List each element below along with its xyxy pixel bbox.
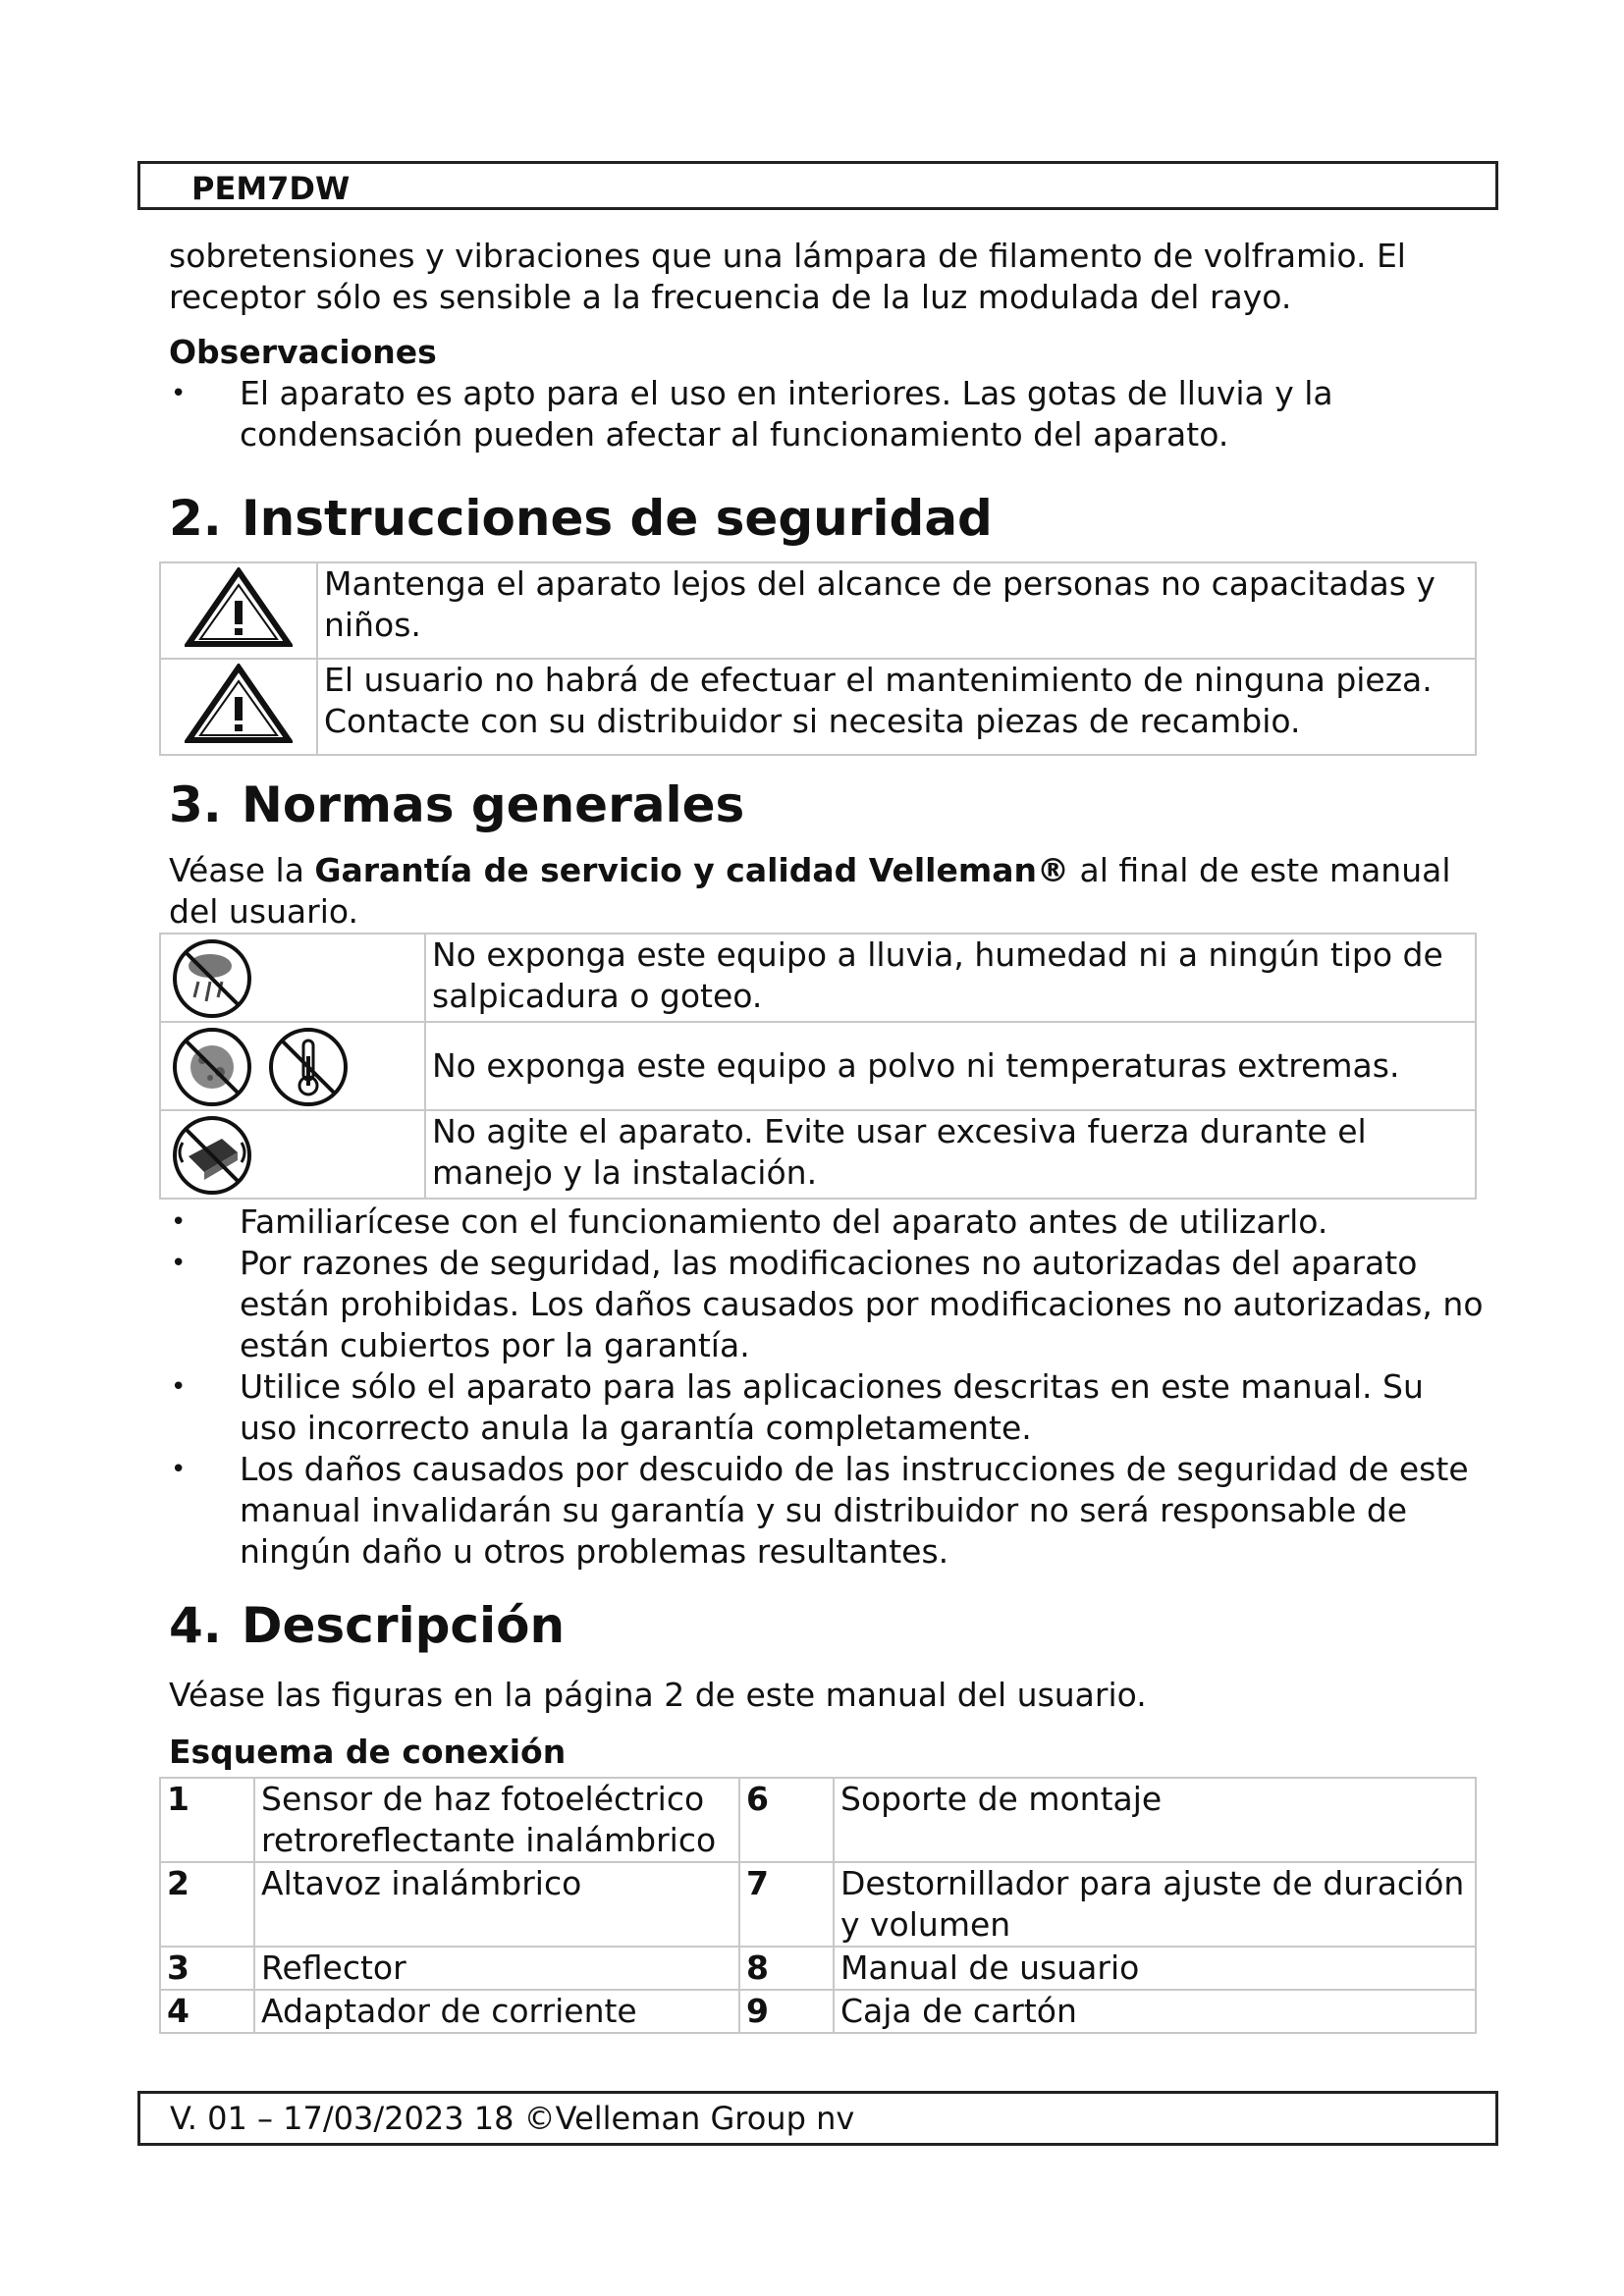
no-dust-icon xyxy=(167,1025,257,1109)
intro-paragraph: sobretensiones y vibraciones que una lámpara de filamento de volframio. El receptor sólo es sensible a la frecuencia de la luz modulada del rayo. xyxy=(169,237,1406,316)
section-heading-3: 3. Normas generales xyxy=(169,776,745,833)
no-rain-icon xyxy=(167,936,257,1021)
table-row: 1 Sensor de haz fotoeléctrico retroreflectante inalámbrico 6 Soporte de montaje xyxy=(160,1778,1476,1862)
general-rules-table xyxy=(159,933,1477,1200)
section-heading-4: 4. Descripción xyxy=(169,1597,566,1654)
section4-intro xyxy=(169,1675,1485,1773)
rules-list xyxy=(169,1201,1485,1573)
list-item: • Por razones de seguridad, las modificaciones no autorizadas del aparato están prohibidas. Los daños causados por modificaciones no autorizadas, no están cubiertos por la garantía. xyxy=(171,1244,1484,1364)
table-row xyxy=(160,934,1476,1022)
no-shaking-icon xyxy=(167,1113,257,1198)
table-row: 3 Reflector 8 Manual de usuario xyxy=(160,1947,1476,1990)
list-item: • El aparato es apto para el uso en interiores. Las gotas de lluvia y la condensación pueden afectar al funcionamiento del aparato. xyxy=(171,374,1333,454)
table-row xyxy=(160,1022,1476,1110)
table-row: 2 Altavoz inalámbrico 7 Destornillador para ajuste de duración y volumen xyxy=(160,1862,1476,1947)
rule-text-3: No agite el aparato. Evite usar excesiva fuerza durante el manejo y la instalación. xyxy=(425,1110,1476,1199)
warning-cell xyxy=(160,659,317,755)
pictogram-cell xyxy=(160,1022,425,1110)
table-row: 4 Adaptador de corriente 9 Caja de cartón xyxy=(160,1990,1476,2033)
warning-triangle-icon xyxy=(185,567,293,648)
no-temperature-icon xyxy=(263,1025,353,1109)
section-heading-2: 2. Instrucciones de seguridad xyxy=(169,490,993,547)
connection-diagram-title: Esquema de conexión xyxy=(169,1733,567,1771)
page-footer xyxy=(137,2091,1498,2146)
section3-intro: Véase la Garantía de servicio y calidad Velleman® al final de este manual del usuario. xyxy=(169,851,1451,931)
pictogram-cell xyxy=(160,1110,425,1199)
footer-text: V. 01 – 17/03/2023 18 ©Velleman Group nv xyxy=(170,2100,855,2137)
pictogram-cell xyxy=(160,934,425,1022)
table-row xyxy=(160,659,1476,755)
model-name: PEM7DW xyxy=(191,170,351,207)
warranty-reference: Garantía de servicio y calidad Velleman® xyxy=(314,851,1070,889)
observations-title: Observaciones xyxy=(169,333,437,371)
general-rules-bullets xyxy=(169,1201,1485,1573)
safety-text-1: Mantenga el aparato lejos del alcance de personas no capacitadas y niños. xyxy=(317,562,1476,659)
rule-text-1: No exponga este equipo a lluvia, humedad ni a ningún tipo de salpicadura o goteo. xyxy=(425,934,1476,1022)
warning-triangle-icon xyxy=(185,664,293,744)
list-item: • Utilice sólo el aparato para las aplicaciones descritas en este manual. Su uso incorrecto anula la garantía completamente. xyxy=(171,1367,1424,1447)
page-header xyxy=(137,161,1498,210)
warning-cell xyxy=(160,562,317,659)
description-intro: Véase las figuras en la página 2 de este manual del usuario. xyxy=(169,1676,1147,1714)
safety-table xyxy=(159,561,1477,756)
list-item: • Los daños causados por descuido de las instrucciones de seguridad de este manual invalidarán su garantía y su distribuidor no será responsable de ningún daño u otros problemas resultantes. xyxy=(171,1450,1469,1571)
intro-section xyxy=(169,236,1485,455)
table-row xyxy=(160,562,1476,659)
safety-text-2: El usuario no habrá de efectuar el mantenimiento de ninguna pieza. Contacte con su distribuidor si necesita piezas de recambio. xyxy=(317,659,1476,755)
rule-text-2: No exponga este equipo a polvo ni temperaturas extremas. xyxy=(425,1022,1476,1110)
table-row xyxy=(160,1110,1476,1199)
parts-table xyxy=(159,1777,1477,2034)
observations-list xyxy=(169,373,1485,455)
list-item: • Familiarícese con el funcionamiento del aparato antes de utilizarlo. xyxy=(171,1202,1328,1241)
